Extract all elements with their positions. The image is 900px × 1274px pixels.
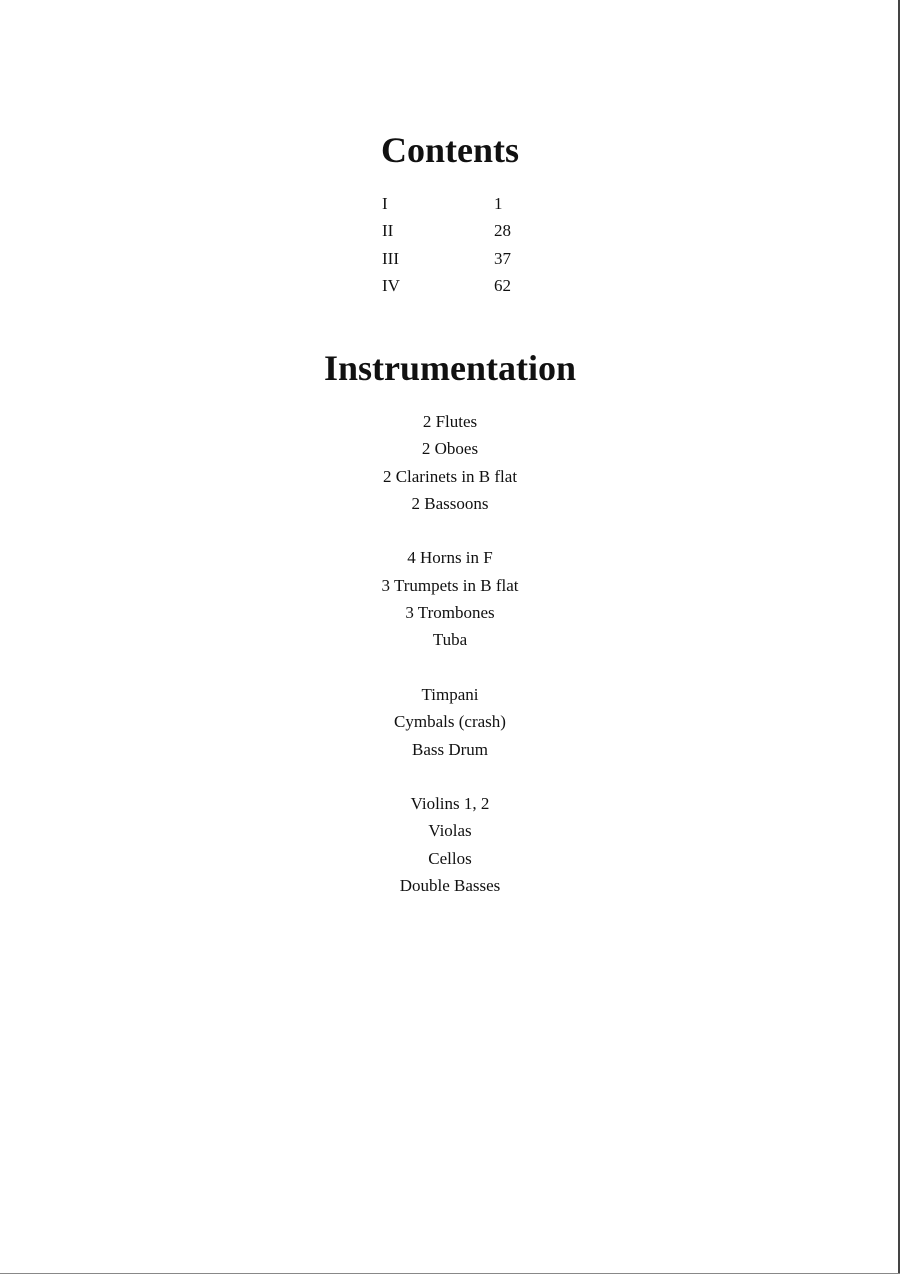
page-number: 1 [494,194,503,213]
brass-group [0,544,900,653]
percussion-group [0,681,900,763]
contents-table [380,190,530,299]
instrument-item: 3 Trumpets in B flat [381,575,519,595]
instrument-item: Tuba [432,630,468,650]
movement-number: IV [382,275,400,295]
contents-heading: Contents [380,130,519,170]
instrument-item: 2 Bassoons [411,493,489,513]
movement-number: I [382,194,388,213]
instrumentation-list [0,408,900,927]
page-number: 37 [494,248,511,268]
contents-row [380,190,530,217]
instrument-item: Cymbals (crash) [394,712,506,732]
instrumentation-heading: Instrumentation [323,348,577,388]
instrument-item: Timpani [421,684,479,704]
instrument-item: 3 Trombones [405,603,495,623]
contents-row [380,272,530,299]
page-number: 28 [494,221,511,241]
woodwinds-group [0,408,900,517]
instrument-item: 2 Flutes [422,412,478,431]
movement-number: III [382,248,399,268]
instrument-item: Cellos [428,848,472,868]
instrument-item: Double Basses [399,876,501,896]
strings-group [0,790,900,899]
contents-row [380,245,530,272]
instrument-item: Bass Drum [411,739,489,759]
instrument-item: 4 Horns in F [407,548,493,568]
instrument-item: Violas [428,821,472,841]
instrument-item: Violins 1, 2 [410,794,490,814]
page-number: 62 [494,275,511,295]
contents-row [380,217,530,244]
movement-number: II [382,221,394,241]
instrument-item: 2 Oboes [421,439,479,459]
instrument-item: 2 Clarinets in B flat [382,466,518,486]
